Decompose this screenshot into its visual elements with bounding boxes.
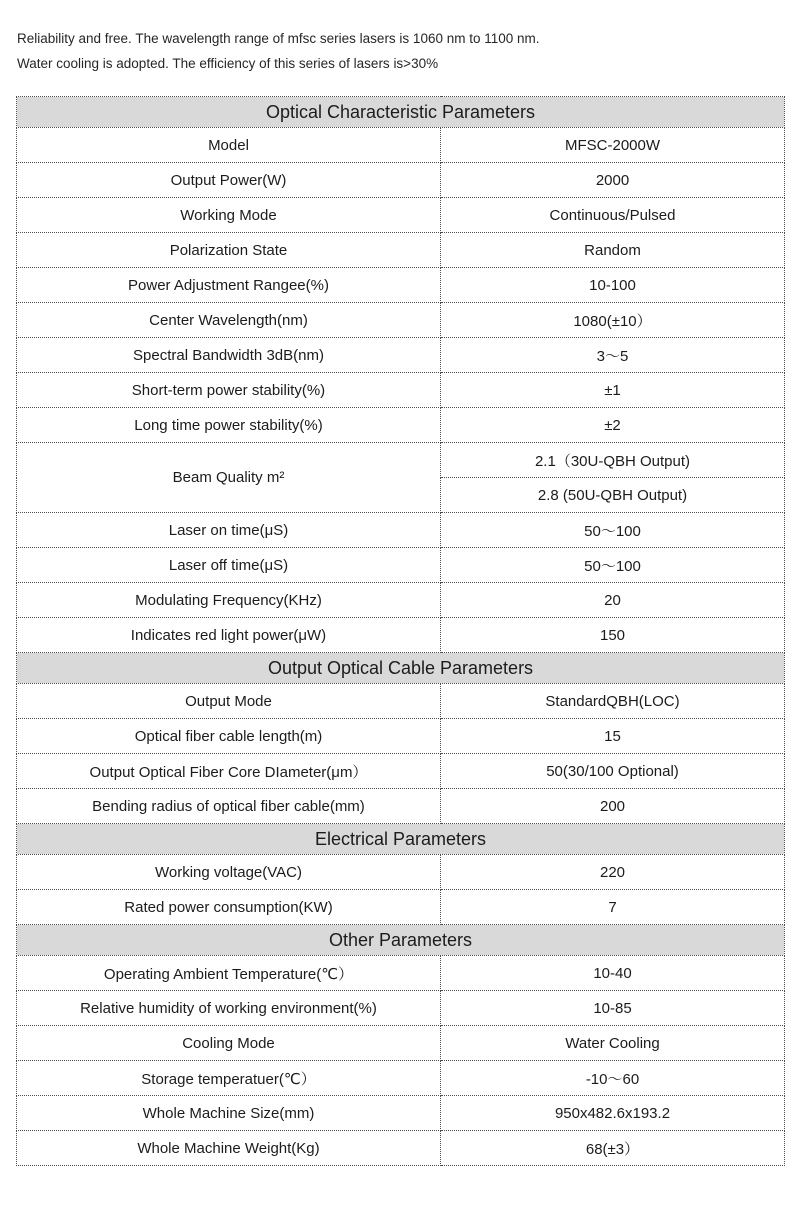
table-row: [17, 513, 785, 548]
table-row: [17, 991, 785, 1026]
table-row: [17, 754, 785, 789]
param-value-cell: 7: [441, 890, 785, 925]
param-value-cell: Water Cooling: [441, 1026, 785, 1061]
param-value-cell: StandardQBH(LOC): [441, 684, 785, 719]
table-row: [17, 1131, 785, 1166]
table-row: [17, 268, 785, 303]
param-value-cell: 68(±3）: [441, 1131, 785, 1166]
param-value-cell: ±1: [441, 373, 785, 408]
param-label-cell: Whole Machine Weight(Kg): [17, 1131, 441, 1166]
param-value-cell: 20: [441, 583, 785, 618]
param-label-cell: Operating Ambient Temperature(℃）: [17, 956, 441, 991]
param-value-cell: 2.1（30U-QBH Output): [441, 443, 785, 478]
intro-text: [0, 0, 800, 76]
param-label-cell: Optical fiber cable length(m): [17, 719, 441, 754]
table-row: [17, 956, 785, 991]
param-label-cell: Output Optical Fiber Core DIameter(μm）: [17, 754, 441, 789]
table-row: [17, 583, 785, 618]
param-value-cell: -10～60: [441, 1061, 785, 1096]
param-label-cell: Bending radius of optical fiber cable(mm): [17, 789, 441, 824]
param-label-cell: Laser on time(μS): [17, 513, 441, 548]
param-value-cell: ±2: [441, 408, 785, 443]
param-value-cell: 2000: [441, 163, 785, 198]
table-row: [17, 373, 785, 408]
param-label-cell: Short-term power stability(%): [17, 373, 441, 408]
table-row: [17, 684, 785, 719]
param-value-cell: 10-85: [441, 991, 785, 1026]
intro-line-2: Water cooling is adopted. The efficiency of this series of lasers is>30%: [17, 56, 439, 71]
param-label-cell: Relative humidity of working environment(%): [17, 991, 441, 1026]
param-value-cell: 10-40: [441, 956, 785, 991]
param-label-cell: Storage temperatuer(℃）: [17, 1061, 441, 1096]
table-row: [17, 890, 785, 925]
param-value-cell: 50～100: [441, 548, 785, 583]
param-value-cell: 3～5: [441, 338, 785, 373]
table-row: [17, 548, 785, 583]
param-value-cell: 1080(±10）: [441, 303, 785, 338]
table-row: [17, 618, 785, 653]
param-label-cell: Cooling Mode: [17, 1026, 441, 1061]
section-title: Electrical Parameters: [17, 824, 785, 855]
section-header-row: [17, 925, 785, 956]
param-label-cell: Beam Quality m²: [17, 443, 441, 513]
param-value-cell: 220: [441, 855, 785, 890]
table-row: [17, 338, 785, 373]
table-row: [17, 719, 785, 754]
param-label-cell: Model: [17, 128, 441, 163]
table-row: [17, 303, 785, 338]
param-label-cell: Working Mode: [17, 198, 441, 233]
spec-table: [16, 96, 785, 1166]
section-title: Other Parameters: [17, 925, 785, 956]
param-label-cell: Indicates red light power(μW): [17, 618, 441, 653]
param-label-cell: Long time power stability(%): [17, 408, 441, 443]
table-row: [17, 1096, 785, 1131]
param-label-cell: Laser off time(μS): [17, 548, 441, 583]
section-title: Optical Characteristic Parameters: [17, 97, 785, 128]
table-row: [17, 855, 785, 890]
param-value-cell: Continuous/Pulsed: [441, 198, 785, 233]
param-label-cell: Polarization State: [17, 233, 441, 268]
param-label-cell: Modulating Frequency(KHz): [17, 583, 441, 618]
table-row: [17, 1061, 785, 1096]
param-value-cell: Random: [441, 233, 785, 268]
table-row-beam-quality: [17, 443, 785, 478]
table-row: [17, 128, 785, 163]
table-row: [17, 789, 785, 824]
param-value-cell: 50(30/100 Optional): [441, 754, 785, 789]
param-label-cell: Power Adjustment Rangee(%): [17, 268, 441, 303]
intro-line-1: Reliability and free. The wavelength range of mfsc series lasers is 1060 nm to 1100 nm.: [17, 31, 540, 46]
param-label-cell: Working voltage(VAC): [17, 855, 441, 890]
param-value-cell: 150: [441, 618, 785, 653]
table-row: [17, 163, 785, 198]
section-title: Output Optical Cable Parameters: [17, 653, 785, 684]
param-label-cell: Center Wavelength(nm): [17, 303, 441, 338]
param-label-cell: Whole Machine Size(mm): [17, 1096, 441, 1131]
param-value-cell: 950x482.6x193.2: [441, 1096, 785, 1131]
param-label-cell: Spectral Bandwidth 3dB(nm): [17, 338, 441, 373]
section-header-row: [17, 97, 785, 128]
param-value-cell: 10-100: [441, 268, 785, 303]
table-row: [17, 198, 785, 233]
param-value-cell: 2.8 (50U-QBH Output): [441, 478, 785, 513]
param-value-cell: 15: [441, 719, 785, 754]
param-label-cell: Rated power consumption(KW): [17, 890, 441, 925]
param-value-cell: 50～100: [441, 513, 785, 548]
section-header-row: [17, 653, 785, 684]
param-label-cell: Output Mode: [17, 684, 441, 719]
table-row: [17, 233, 785, 268]
param-label-cell: Output Power(W): [17, 163, 441, 198]
section-header-row: [17, 824, 785, 855]
table-row: [17, 1026, 785, 1061]
table-row: [17, 408, 785, 443]
param-value-cell: 200: [441, 789, 785, 824]
param-value-cell: MFSC-2000W: [441, 128, 785, 163]
